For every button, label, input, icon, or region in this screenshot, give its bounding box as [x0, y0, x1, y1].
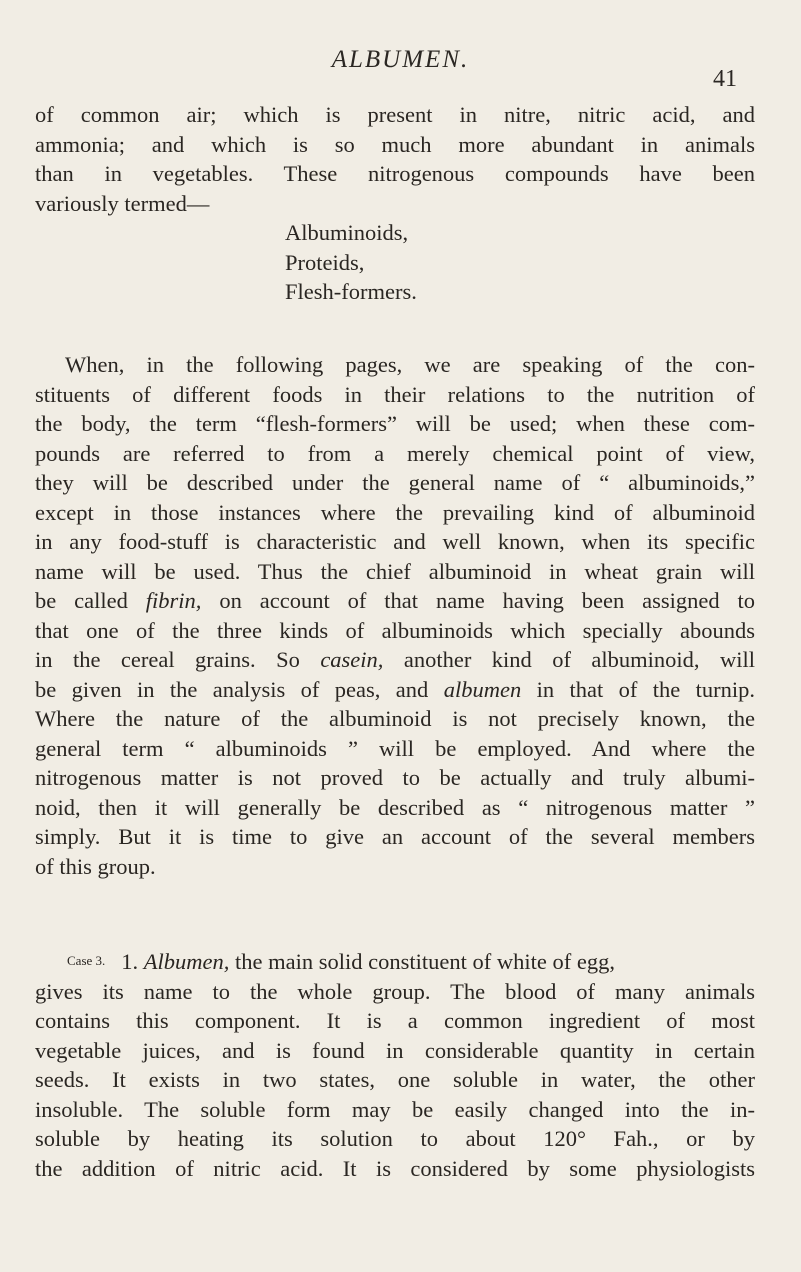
flesh-formers-paragraph	[35, 350, 755, 881]
text-line: noid, then it will generally be described as “ nitrogenous matter ”	[35, 794, 755, 820]
text-line: general term “ albuminoids ” will be employed. And where the	[35, 735, 755, 761]
text-fragment: the main solid constituent of white of egg,	[235, 949, 615, 974]
text-line: the addition of nitric acid. It is considered by some physiologists	[35, 1155, 755, 1181]
text-line	[35, 586, 755, 616]
text-fragment: be called	[35, 588, 128, 613]
text-line: When, in the following pages, we are speaking of the con-	[65, 352, 755, 377]
text-line: nitrogenous matter is not proved to be actually and truly albumi-	[35, 765, 755, 790]
text-line: stituents of different foods in their relations to the nutrition of	[35, 381, 755, 407]
intro-paragraph	[35, 100, 755, 307]
text-line	[35, 675, 755, 705]
text-line	[35, 946, 755, 977]
term-proteids: Proteids,	[285, 249, 365, 275]
term-fibrin: fibrin,	[145, 588, 202, 613]
text-line: pounds are referred to from a merely chemical point of view,	[35, 440, 755, 466]
text-line: than in vegetables. These nitrogenous compounds have been	[35, 161, 755, 186]
case-label: Case 3.	[67, 953, 106, 968]
text-fragment: on account of that name having been assigned to	[219, 588, 756, 613]
text-line: of common air; which is present in nitre, nitric acid, and	[35, 102, 755, 127]
text-line: except in those instances where the prevailing kind of albuminoid	[35, 499, 755, 525]
term-albuminoids: Albuminoids,	[285, 220, 409, 245]
text-line: insoluble. The soluble form may be easily changed into the in-	[35, 1096, 755, 1122]
text-line	[35, 645, 755, 675]
term-albumen: albumen	[443, 676, 522, 702]
albumen-paragraph	[35, 946, 755, 1183]
page-number: 41	[713, 66, 737, 92]
item-number: 1.	[121, 949, 139, 974]
text-line: ammonia; and which is so much more abundant in animals	[35, 131, 755, 157]
text-line: they will be described under the general name of “ albuminoids,”	[35, 470, 755, 495]
text-line: Where the nature of the albuminoid is not precisely known, the	[35, 706, 755, 731]
text-fragment: in that of the turnip.	[536, 676, 756, 702]
text-fragment: in the cereal grains. So	[35, 647, 300, 672]
text-line: that one of the three kinds of albuminoids which specially abounds	[35, 617, 755, 643]
text-line: soluble by heating its solution to about 120° Fah., or by	[35, 1126, 755, 1151]
text-line: name will be used. Thus the chief albuminoid in wheat grain will	[35, 558, 755, 584]
text-line: vegetable juices, and is found in considerable quantity in certain	[35, 1037, 755, 1063]
text-line: variously termed—	[35, 190, 210, 216]
term-casein: casein,	[320, 647, 384, 672]
text-line: simply. But it is time to give an account of the several members	[35, 824, 755, 849]
running-head: ALBUMEN.	[331, 46, 470, 73]
text-line: the body, the term “flesh-formers” will be used; when these com-	[35, 411, 755, 436]
text-fragment: be given in the analysis of peas, and	[35, 676, 429, 702]
text-line: in any food-stuff is characteristic and well known, when its specific	[35, 529, 755, 554]
term-albumen-heading: Albumen,	[143, 949, 230, 974]
text-line: gives its name to the whole group. The blood of many animals	[35, 978, 755, 1004]
text-fragment: another kind of albuminoid, will	[403, 647, 755, 672]
text-line: contains this component. It is a common ingredient of most	[35, 1008, 755, 1033]
text-line: seeds. It exists in two states, one soluble in water, the other	[35, 1067, 755, 1092]
term-flesh-formers: Flesh-formers.	[285, 279, 417, 304]
text-line: of this group.	[35, 853, 156, 879]
